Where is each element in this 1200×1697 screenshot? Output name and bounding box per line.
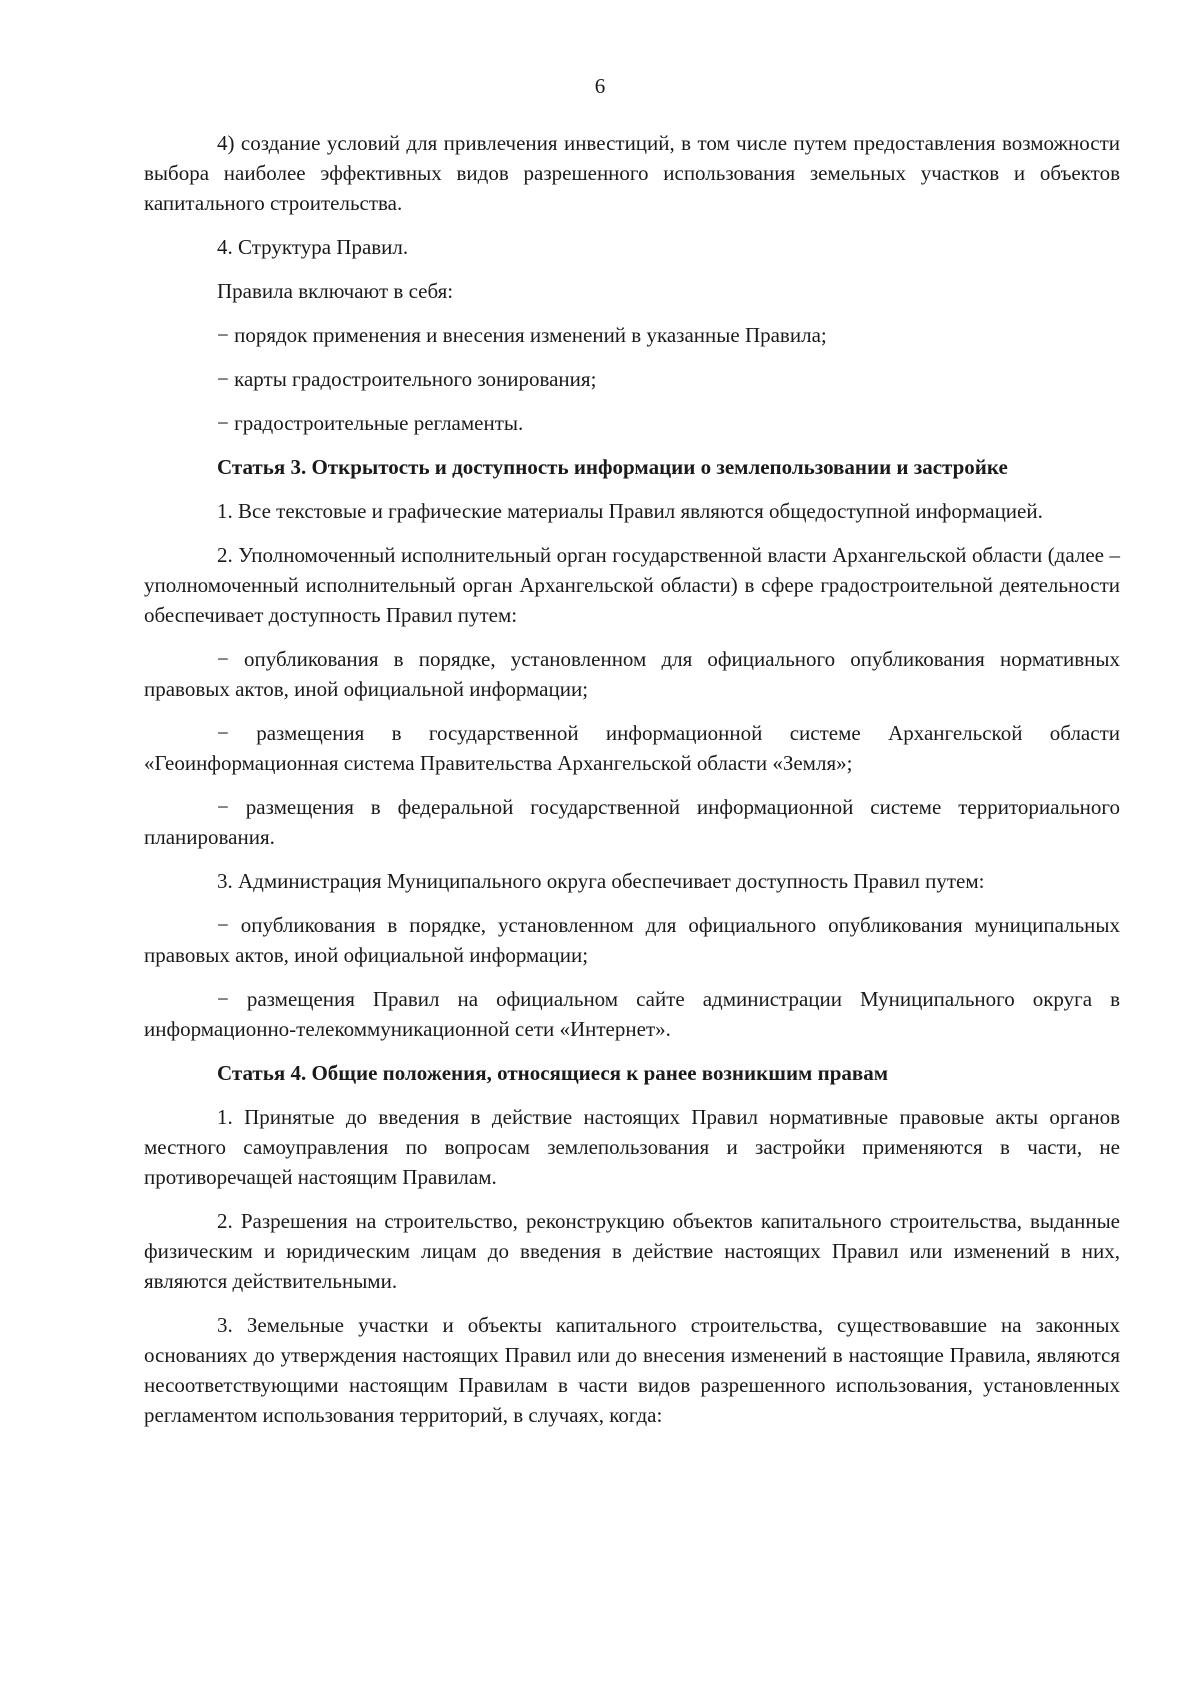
list-item-regional-gis: − размещения в государственной информационной системе Архангельской области «Геоинформационная система Правительства Архангельской области «Земля»; [144, 721, 1120, 775]
page-number: 6 [594, 74, 606, 98]
list-item-zoning-maps: − карты градостроительного зонирования; [217, 367, 597, 391]
article-4-point-1: 1. Принятые до введения в действие настоящих Правил нормативные правовые акты органов местного самоуправления по вопросам землепользования и застройки применяются в части, не противоречащей настоящим Правилам. [144, 1105, 1120, 1189]
list-item-regulations: − градостроительные регламенты. [217, 411, 524, 435]
list-item-federal-gis: − размещения в федеральной государственной информационной системе территориального планирования. [144, 795, 1120, 849]
article-4-heading: Статья 4. Общие положения, относящиеся к ранее возникшим правам [217, 1061, 889, 1085]
article-3-point-3: 3. Администрация Муниципального округа обеспечивает доступность Правил путем: [217, 869, 985, 893]
article-3-point-1: 1. Все текстовые и графические материалы Правил являются общедоступной информацией. [217, 499, 1043, 523]
list-item-procedure: − порядок применения и внесения изменений в указанные Правила; [217, 323, 827, 347]
list-item-publication-municipal: − опубликования в порядке, установленном для официального опубликования муниципальных правовых актов, иной официальной информации; [144, 913, 1120, 967]
paragraph-rules-include: Правила включают в себя: [217, 279, 454, 303]
article-3-heading: Статья 3. Открытость и доступность информации о землепользовании и застройке [217, 455, 1008, 479]
list-item-publication-regional: − опубликования в порядке, установленном для официального опубликования нормативных правовых актов, иной официальной информации; [144, 647, 1120, 701]
list-item-official-website: − размещения Правил на официальном сайте администрации Муниципального округа в информационно-телекоммуникационной сети «Интернет». [144, 987, 1120, 1041]
paragraph-item-4: 4) создание условий для привлечения инвестиций, в том числе путем предоставления возможности выбора наиболее эффективных видов разрешенного использования земельных участков и объектов капитального строительства. [144, 131, 1120, 215]
paragraph-structure-title: 4. Структура Правил. [217, 235, 409, 259]
document-body [144, 128, 1120, 1444]
article-3-point-2: 2. Уполномоченный исполнительный орган государственной власти Архангельской области (далее – уполномоченный исполнительный орган Архангельской области) в сфере градостроительной деятельности обеспечивает доступность Правил путем: [144, 543, 1120, 627]
article-4-point-2: 2. Разрешения на строительство, реконструкцию объектов капитального строительства, выданные физическим и юридическим лицам до введения в действие настоящих Правил или изменений в них, являются действительными. [144, 1209, 1120, 1293]
article-4-point-3: 3. Земельные участки и объекты капитального строительства, существовавшие на законных основаниях до утверждения настоящих Правил или до внесения изменений в настоящие Правила, являются несоответствующими настоящим Правилам в части видов разрешенного использования, установленных регламентом использования территорий, в случаях, когда: [144, 1313, 1120, 1427]
